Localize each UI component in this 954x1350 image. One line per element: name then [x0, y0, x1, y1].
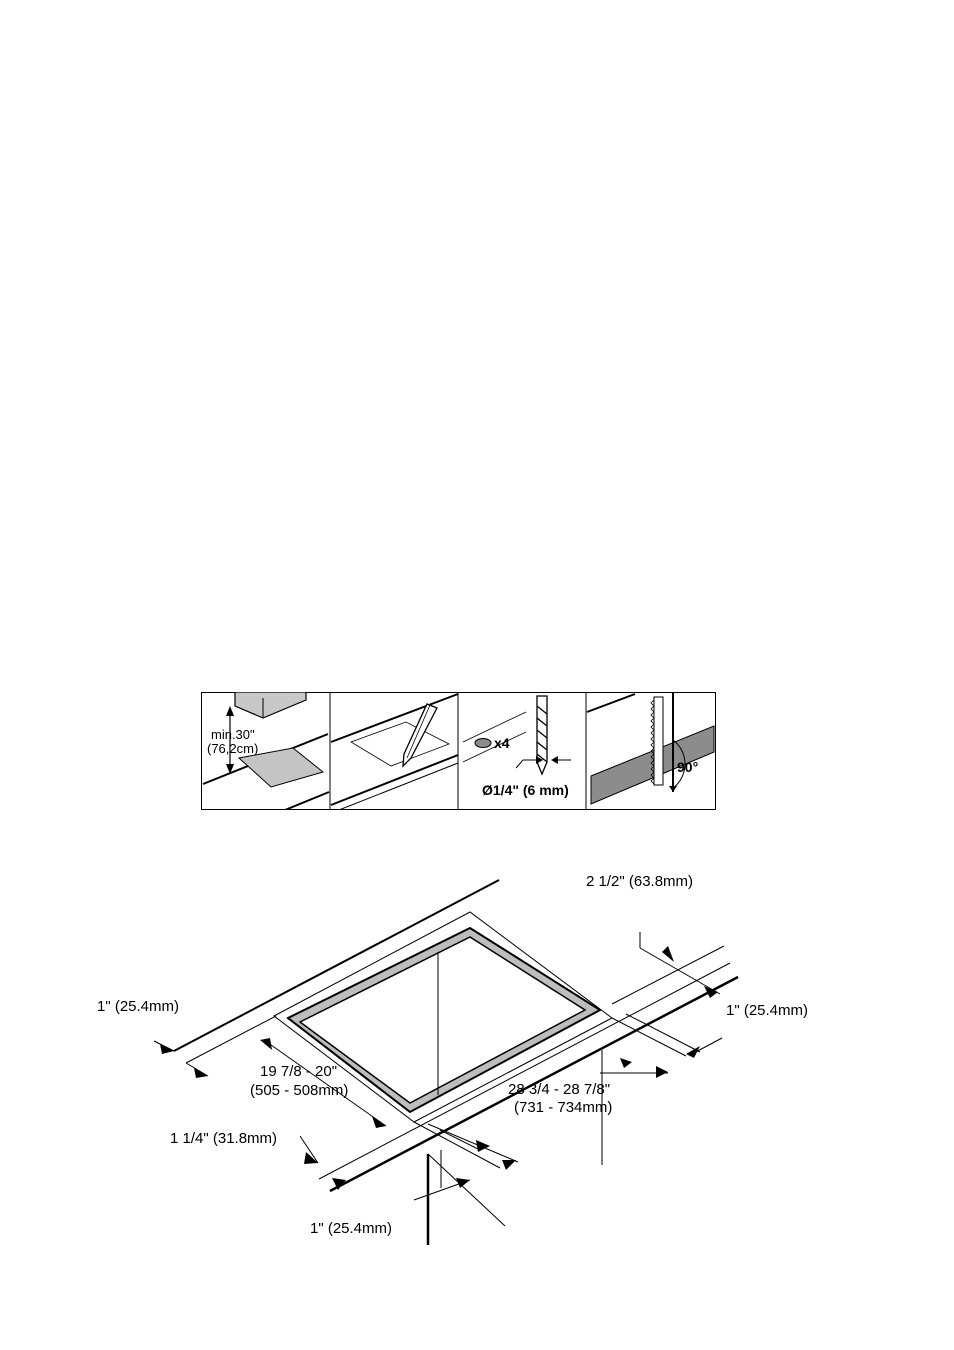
depth-label-line2: (505 - 508mm) — [250, 1082, 349, 1099]
back-offset-label: 2 1/2" (63.8mm) — [586, 873, 694, 890]
drill-size-label: Ø1/4" (6 mm) — [482, 782, 569, 798]
angle-label: 90° — [677, 759, 699, 775]
depth-label-line1: 19 7/8 - 20" — [260, 1063, 338, 1080]
width-label-line1: 28 3/4 - 28 7/8" — [508, 1081, 611, 1098]
cutout-dimension-diagram — [0, 840, 954, 1260]
front-offset-label: 1 1/4" (31.8mm) — [170, 1130, 278, 1147]
bottom-offset-label: 1" (25.4mm) — [310, 1220, 393, 1237]
clearance-label-line1: min.30" — [211, 727, 255, 742]
drill-hole-icon — [475, 739, 491, 748]
width-label-line2: (731 - 734mm) — [514, 1099, 613, 1116]
right-offset-label: 1" (25.4mm) — [726, 1002, 809, 1019]
left-offset-label: 1" (25.4mm) — [97, 998, 180, 1015]
hole-count-label: x4 — [494, 735, 510, 751]
installation-steps-strip — [201, 692, 716, 810]
clearance-label-line2: (76,2cm) — [207, 741, 259, 756]
